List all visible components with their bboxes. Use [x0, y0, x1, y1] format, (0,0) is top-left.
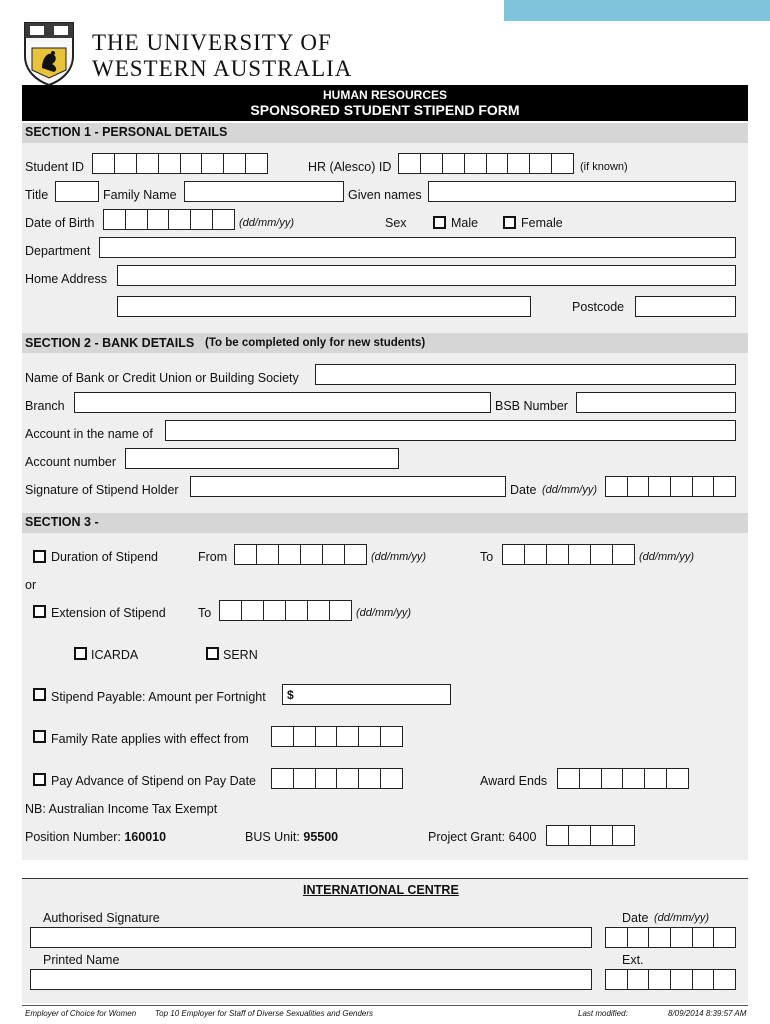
family-name-field[interactable] — [184, 181, 344, 202]
postcode-label: Postcode — [572, 300, 625, 314]
duration-from-cells[interactable] — [234, 544, 367, 565]
bank-name-field[interactable] — [315, 364, 736, 385]
intl-date-format: (dd/mm/yy) — [654, 912, 709, 924]
dob-label: Date of Birth — [25, 216, 95, 230]
title-label: Title — [25, 188, 49, 202]
bank-name-label: Name of Bank or Credit Union or Building Society — [25, 371, 299, 385]
account-number-label: Account number — [25, 455, 117, 469]
section1-title: SECTION 1 - PERSONAL DETAILS — [25, 125, 228, 139]
payable-label: Stipend Payable: Amount per Fortnight — [51, 690, 266, 704]
bsb-field[interactable] — [576, 392, 736, 413]
bsb-label: BSB Number — [495, 399, 568, 413]
account-name-label: Account in the name of — [25, 427, 153, 441]
section3-bar — [22, 513, 748, 533]
section2-date-cells[interactable] — [605, 476, 736, 497]
icarda-label: ICARDA — [91, 648, 139, 662]
section3-title: SECTION 3 - — [25, 515, 99, 529]
given-names-field[interactable] — [428, 181, 736, 202]
dob-format: (dd/mm/yy) — [239, 217, 294, 229]
footer-left: Employer of Choice for Women — [25, 1009, 137, 1018]
footer-timestamp: 8/09/2014 8:39:57 AM — [668, 1009, 747, 1018]
award-ends-label: Award Ends — [480, 774, 548, 788]
intl-date-cells[interactable] — [605, 927, 736, 948]
signature-field[interactable] — [190, 476, 506, 497]
duration-checkbox[interactable] — [33, 550, 46, 563]
branch-label: Branch — [25, 399, 65, 413]
extension-checkbox[interactable] — [33, 605, 46, 618]
title-field[interactable] — [55, 181, 99, 202]
auth-sig-label: Authorised Signature — [43, 911, 160, 925]
sern-label: SERN — [223, 648, 258, 662]
or-label: or — [25, 578, 37, 592]
university-name-line1: THE UNIVERSITY OF — [92, 30, 332, 55]
footer-rule — [22, 1005, 748, 1006]
pay-advance-label: Pay Advance of Stipend on Pay Date — [51, 774, 256, 788]
section2-date-label: Date — [510, 483, 537, 497]
tax-exempt-note: NB: Australian Income Tax Exempt — [25, 802, 218, 816]
department-field[interactable] — [99, 237, 736, 258]
given-names-label: Given names — [348, 188, 422, 202]
top-tab — [504, 0, 770, 21]
section2-title: SECTION 2 - BANK DETAILS — [25, 336, 195, 350]
branch-field[interactable] — [74, 392, 491, 413]
male-label: Male — [451, 216, 479, 230]
project-grant-cells[interactable] — [546, 825, 635, 846]
position-number-value: 160010 — [124, 830, 167, 844]
duration-to-cells[interactable] — [502, 544, 635, 565]
home-address-label: Home Address — [25, 272, 107, 286]
signature-label: Signature of Stipend Holder — [25, 483, 179, 497]
home-address-line1[interactable] — [117, 265, 736, 286]
ext-cells[interactable] — [605, 969, 736, 990]
from-label: From — [198, 550, 228, 564]
female-checkbox[interactable] — [503, 216, 516, 229]
payable-checkbox[interactable] — [33, 688, 46, 701]
pay-advance-checkbox[interactable] — [33, 773, 46, 786]
section2-subtitle: (To be completed only for new students) — [205, 337, 426, 349]
bus-unit-value: 95500 — [303, 830, 339, 844]
amount-field[interactable] — [282, 684, 451, 705]
footer-middle: Top 10 Employer for Staff of Diverse Sexualities and Genders — [155, 1009, 374, 1018]
extension-to-label: To — [198, 606, 212, 620]
extension-to-format: (dd/mm/yy) — [356, 607, 411, 619]
female-label: Female — [521, 216, 563, 230]
sern-checkbox[interactable] — [206, 647, 219, 660]
ext-label: Ext. — [622, 953, 644, 967]
to-label: To — [480, 550, 494, 564]
student-id-label: Student ID — [25, 160, 85, 174]
form-title: SPONSORED STUDENT STIPEND FORM — [250, 102, 520, 118]
form-header-bar — [22, 85, 748, 121]
footer-last-modified: Last modified: — [578, 1009, 628, 1018]
hr-id-cells[interactable] — [398, 153, 574, 174]
project-grant-label: Project Grant: 6400 — [428, 830, 537, 844]
printed-name-label: Printed Name — [43, 953, 120, 967]
university-name-line2: WESTERN AUSTRALIA — [92, 56, 353, 81]
postcode-field[interactable] — [635, 296, 736, 317]
home-address-line2[interactable] — [117, 296, 531, 317]
family-rate-label: Family Rate applies with effect from — [51, 732, 249, 746]
auth-sig-field[interactable] — [30, 927, 592, 948]
department-label: Department — [25, 244, 91, 258]
extension-to-cells[interactable] — [219, 600, 352, 621]
account-name-field[interactable] — [165, 420, 736, 441]
printed-name-field[interactable] — [30, 969, 592, 990]
duration-label: Duration of Stipend — [51, 550, 159, 564]
duration-from-format: (dd/mm/yy) — [371, 551, 426, 563]
dob-cells[interactable] — [103, 209, 235, 230]
student-id-cells[interactable] — [92, 153, 268, 174]
university-crest-logo — [22, 20, 76, 86]
family-rate-cells[interactable] — [271, 726, 403, 747]
male-checkbox[interactable] — [433, 216, 446, 229]
bus-unit — [245, 830, 338, 844]
if-known-note: (if known) — [580, 161, 628, 173]
department-heading: HUMAN RESOURCES — [322, 88, 447, 102]
account-number-field[interactable] — [125, 448, 399, 469]
duration-to-format: (dd/mm/yy) — [639, 551, 694, 563]
award-ends-cells[interactable] — [557, 768, 689, 789]
position-number-label: Position Number: — [25, 830, 121, 844]
bus-unit-label: BUS Unit: — [245, 830, 300, 844]
extension-label: Extension of Stipend — [51, 606, 166, 620]
dollar-sign: $ — [287, 688, 294, 702]
position-number — [25, 830, 166, 844]
sex-label: Sex — [385, 216, 407, 230]
hr-id-label: HR (Alesco) ID — [308, 160, 392, 174]
family-rate-checkbox[interactable] — [33, 730, 46, 743]
intl-title: INTERNATIONAL CENTRE — [303, 883, 459, 897]
family-name-label: Family Name — [103, 188, 177, 202]
intl-date-label: Date — [622, 911, 649, 925]
pay-advance-cells[interactable] — [271, 768, 403, 789]
section2-date-format: (dd/mm/yy) — [542, 484, 597, 496]
icarda-checkbox[interactable] — [74, 647, 87, 660]
